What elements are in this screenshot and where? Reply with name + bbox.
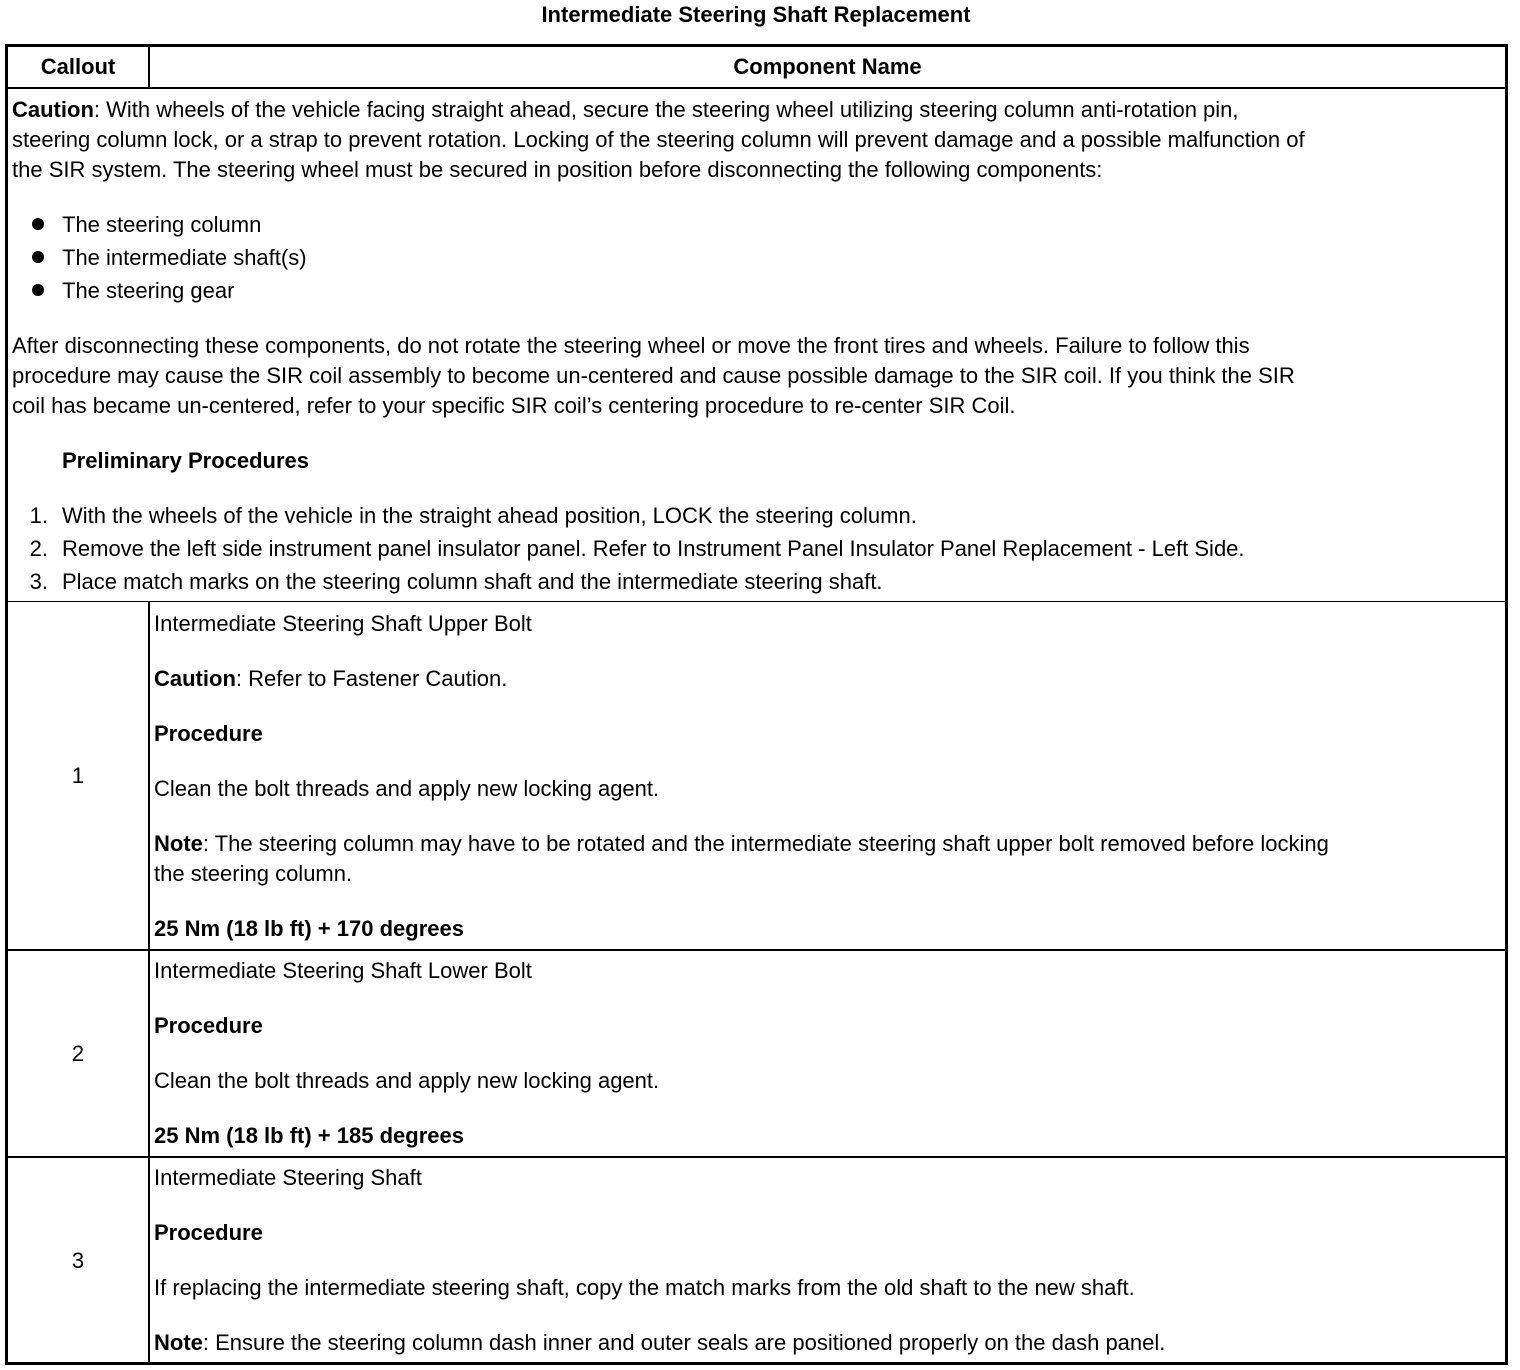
document-title: Intermediate Steering Shaft Replacement bbox=[541, 2, 971, 27]
caution-line-3: the SIR system. The steering wheel must be secured in position before disconnecting the following components: bbox=[12, 157, 1103, 182]
header-component-name: Component Name bbox=[733, 54, 922, 79]
row-1-torque: 25 Nm (18 lb ft) + 170 degrees bbox=[154, 916, 464, 941]
after-line-3: coil has became un-centered, refer to your specific SIR coil’s centering procedure to re-center SIR Coil. bbox=[12, 393, 1016, 418]
step-text: Place match marks on the steering column shaft and the intermediate steering shaft. bbox=[62, 569, 883, 594]
row-2-procedure: Procedure bbox=[154, 1013, 263, 1038]
caution-line-1 bbox=[12, 95, 1239, 125]
preliminary-heading: Preliminary Procedures bbox=[62, 448, 310, 473]
header-rule bbox=[8, 87, 1505, 89]
caution-text-1: : With wheels of the vehicle facing straight ahead, secure the steering wheel utilizing steering column anti-rotation pin, bbox=[93, 97, 1239, 122]
row-3-callout: 3 bbox=[71, 1248, 85, 1273]
header-divider bbox=[148, 47, 150, 87]
after-line-2: procedure may cause the SIR coil assembly to become un-centered and cause possible damage to the SIR coil. If you think the SIR bbox=[12, 363, 1295, 388]
step-number: 2. bbox=[29, 536, 48, 561]
row-3-step: If replacing the intermediate steering shaft, copy the match marks from the old shaft to the new shaft. bbox=[154, 1275, 1135, 1300]
row-rule bbox=[8, 601, 1505, 602]
bullet-item: The steering gear bbox=[62, 278, 235, 303]
row-2-step: Clean the bolt threads and apply new locking agent. bbox=[154, 1068, 660, 1093]
caution-label: Caution bbox=[12, 97, 94, 122]
row-1-caution bbox=[154, 664, 507, 694]
step-text: With the wheels of the vehicle in the straight ahead position, LOCK the steering column. bbox=[62, 503, 917, 528]
row-1-procedure: Procedure bbox=[154, 721, 263, 746]
step-text: Remove the left side instrument panel insulator panel. Refer to Instrument Panel Insulator Panel Replacement - Left Side. bbox=[62, 536, 1245, 561]
bullet-dot bbox=[32, 218, 44, 230]
bullet-dot bbox=[32, 284, 44, 296]
header-callout: Callout bbox=[40, 54, 116, 79]
row-3-note bbox=[154, 1328, 1165, 1358]
step-number: 1. bbox=[29, 503, 48, 528]
row-3-name: Intermediate Steering Shaft bbox=[154, 1165, 422, 1190]
row-3-note-text: : Ensure the steering column dash inner and outer seals are positioned properly on the dash panel. bbox=[202, 1330, 1166, 1355]
row-1-name: Intermediate Steering Shaft Upper Bolt bbox=[154, 611, 532, 636]
row-1-caution-text: : Refer to Fastener Caution. bbox=[235, 666, 508, 691]
row-3-note-label: Note bbox=[154, 1330, 203, 1355]
row-2-callout: 2 bbox=[71, 1041, 85, 1066]
bullet-item: The intermediate shaft(s) bbox=[62, 245, 307, 270]
row-1-note-line-2: the steering column. bbox=[154, 861, 353, 886]
row-1-note-label: Note bbox=[154, 831, 203, 856]
row-rule bbox=[8, 1156, 1505, 1158]
row-1-caution-label: Caution bbox=[154, 666, 236, 691]
procedure-table bbox=[5, 44, 1508, 1365]
row-1-note-text: : The steering column may have to be rotated and the intermediate steering shaft upper bolt removed before locking bbox=[202, 831, 1329, 856]
row-2-name: Intermediate Steering Shaft Lower Bolt bbox=[154, 958, 532, 983]
bullet-item: The steering column bbox=[62, 212, 262, 237]
row-1-note bbox=[154, 829, 1329, 859]
row-1-callout: 1 bbox=[71, 763, 85, 788]
caution-line-2: steering column lock, or a strap to prevent rotation. Locking of the steering column will prevent damage and a possible malfunction of bbox=[12, 127, 1305, 152]
after-line-1: After disconnecting these components, do not rotate the steering wheel or move the front tires and wheels. Failure to follow this bbox=[12, 333, 1250, 358]
step-number: 3. bbox=[29, 569, 48, 594]
row-3-procedure: Procedure bbox=[154, 1220, 263, 1245]
callout-divider bbox=[148, 602, 150, 1362]
bullet-dot bbox=[32, 251, 44, 263]
row-2-torque: 25 Nm (18 lb ft) + 185 degrees bbox=[154, 1123, 464, 1148]
row-1-step: Clean the bolt threads and apply new locking agent. bbox=[154, 776, 660, 801]
row-rule bbox=[8, 949, 1505, 951]
